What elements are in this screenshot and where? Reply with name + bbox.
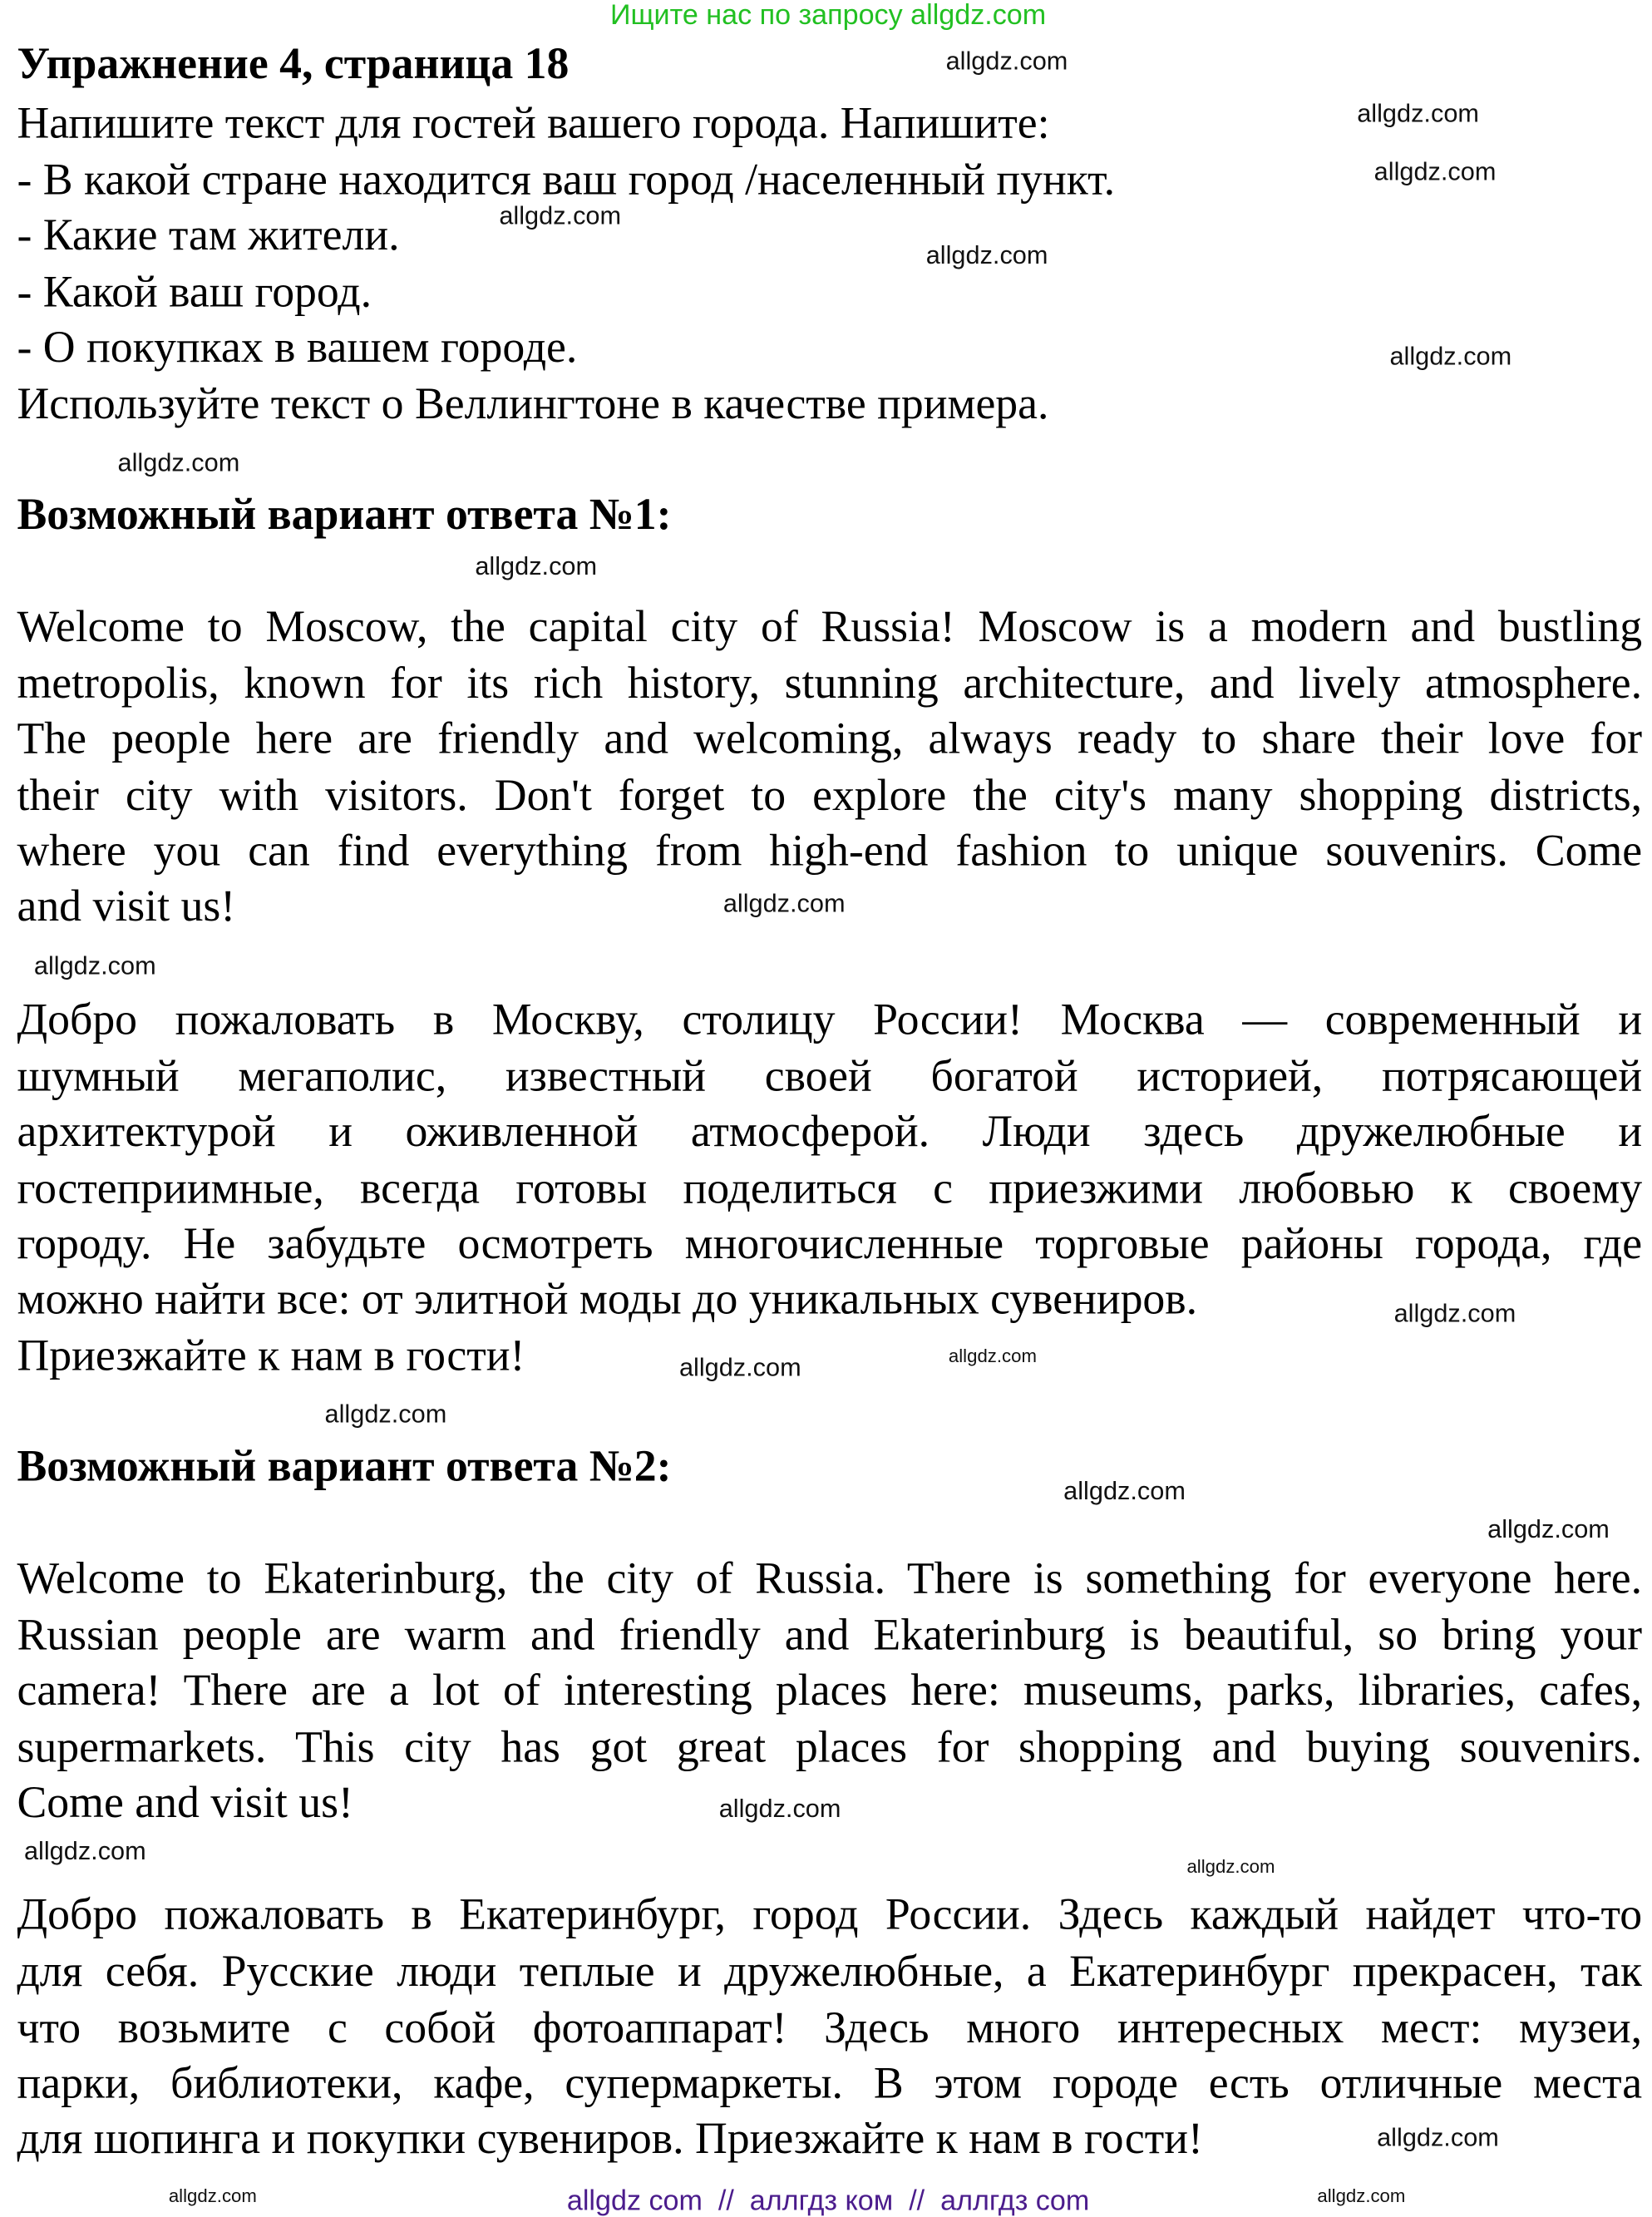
answer-2-russian-line: для себя. Русские люди теплые и дружелюбные, а Екатеринбург прекрасен, так — [17, 1946, 1643, 1996]
watermark: allgdz.com — [475, 551, 598, 580]
answer-1-russian-line: Приезжайте к нам в гости! — [17, 1330, 525, 1380]
answer-1-english-line: metropolis, known for its rich history, stunning architecture, and lively atmosphere. — [17, 658, 1643, 709]
footer-links: allgdz com // аллгдз ком // аллгдз com — [566, 2185, 1090, 2217]
task-line: - Какие там жители. — [17, 210, 400, 260]
answer-2-english-line: Russian people are warm and friendly and Ekaterinburg is beautiful, so bring your — [17, 1609, 1643, 1660]
answer-1-english-line: The people here are friendly and welcoming, always ready to share their love for — [17, 713, 1643, 763]
watermark: allgdz.com — [1357, 99, 1479, 128]
answer-1-russian-line: городу. Не забудьте осмотреть многочисленные торговые районы города, где — [17, 1218, 1643, 1268]
exercise-title: Упражнение 4, страница 18 — [17, 38, 570, 88]
watermark: allgdz.com — [1393, 1299, 1516, 1328]
watermark: allgdz.com — [1373, 157, 1497, 186]
top-banner: Ищите нас по запросу allgdz.com — [609, 0, 1047, 32]
watermark: allgdz.com — [117, 447, 240, 477]
watermark: allgdz.com — [168, 2185, 257, 2207]
answer-2-russian-line: для шопинга и покупки сувениров. Приезжайте к нам в гости! — [17, 2113, 1203, 2164]
task-line: - Какой ваш город. — [17, 266, 372, 317]
watermark: allgdz.com — [722, 889, 846, 918]
answer-2-russian-line: что возьмите с собой фотоаппарат! Здесь много интересных мест: музеи, — [17, 2002, 1643, 2053]
answer-2-english-line: Welcome to Ekaterinburg, the city of Russia. There is something for everyone here. — [17, 1553, 1643, 1603]
answer-1-english-line: Welcome to Moscow, the capital city of Russia! Moscow is a modern and bustling — [17, 601, 1643, 651]
answer-2-heading: Возможный вариант ответа №2: — [17, 1440, 672, 1491]
watermark: allgdz.com — [324, 1400, 447, 1429]
task-line: - О покупках в вашем городе. — [17, 322, 578, 372]
answer-2-english-line: camera! There are a lot of interesting places here: museums, parks, libraries, cafes, — [17, 1665, 1643, 1716]
answer-1-english-line: their city with visitors. Don't forget to explore the city's many shopping districts, — [17, 770, 1643, 820]
answer-2-english-line: supermarkets. This city has got great places for shopping and buying souvenirs. — [17, 1721, 1643, 1772]
watermark: allgdz.com — [33, 951, 156, 980]
watermark: allgdz.com — [1186, 1855, 1275, 1878]
watermark: allgdz.com — [945, 47, 1068, 76]
answer-1-russian-line: шумный мегаполис, известный своей богатой историей, потрясающей — [17, 1050, 1643, 1101]
task-line: Напишите текст для гостей вашего города. Напишите: — [17, 97, 1050, 148]
watermark: allgdz.com — [948, 1345, 1037, 1367]
task-line: - В какой стране находится ваш город /населенный пункт. — [17, 154, 1116, 205]
answer-2-russian-line: парки, библиотеки, кафе, супермаркеты. В этом городе есть отличные места — [17, 2057, 1643, 2108]
watermark: allgdz.com — [23, 1836, 146, 1865]
watermark: allgdz.com — [1063, 1476, 1186, 1505]
watermark: allgdz.com — [718, 1794, 841, 1823]
watermark: allgdz.com — [499, 201, 622, 230]
answer-2-english-line: Come and visit us! — [17, 1777, 353, 1827]
answer-1-russian-line: архитектурой и оживленной атмосферой. Люди здесь дружелюбные и — [17, 1106, 1643, 1157]
watermark: allgdz.com — [1487, 1514, 1610, 1543]
watermark: allgdz.com — [1389, 342, 1512, 371]
answer-1-english-line: where you can find everything from high-end fashion to unique souvenirs. Come — [17, 825, 1643, 876]
answer-1-russian-line: можно найти все: от элитной моды до уникальных сувениров. — [17, 1273, 1198, 1324]
answer-2-russian-line: Добро пожаловать в Екатеринбург, город России. Здесь каждый найдет что-то — [17, 1889, 1643, 1939]
watermark: allgdz.com — [925, 240, 1048, 270]
answer-1-heading: Возможный вариант ответа №1: — [17, 489, 672, 540]
watermark: allgdz.com — [1317, 2185, 1406, 2207]
task-line: Используйте текст о Веллингтоне в качестве примера. — [17, 378, 1049, 429]
answer-1-english-line: and visit us! — [17, 881, 236, 931]
answer-1-russian-line: Добро пожаловать в Москву, столицу России! Москва — современный и — [17, 994, 1643, 1044]
watermark: allgdz.com — [678, 1353, 801, 1382]
answer-1-russian-line: гостеприимные, всегда готовы поделиться с приезжими любовью к своему — [17, 1163, 1643, 1213]
watermark: allgdz.com — [1377, 2123, 1499, 2152]
